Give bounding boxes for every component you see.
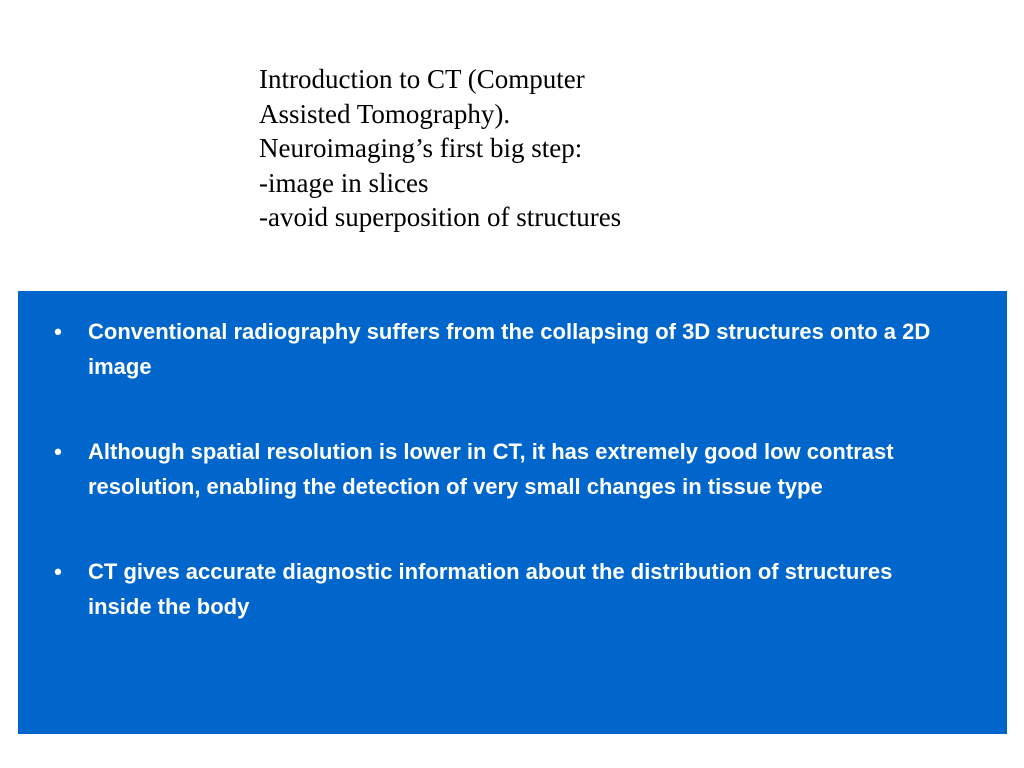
bullet-item-resolution	[18, 435, 948, 504]
blue-content-panel	[18, 291, 1007, 734]
bullet-mark: •	[54, 559, 62, 584]
intro-line-first-step: Neuroimaging’s first big step:	[259, 133, 583, 163]
bullet-item-radiography	[18, 315, 948, 384]
bullet-text: CT gives accurate diagnostic information about the distribution of structures inside the body	[88, 559, 893, 619]
intro-line-avoid-superposition: -avoid superposition of structures	[259, 202, 622, 232]
bullet-item-diagnostic	[18, 555, 948, 624]
bullet-text: Although spatial resolution is lower in CT, it has extremely good low contrast resolution, enabling the detection of very small changes in tissue type	[88, 439, 894, 499]
intro-text-block	[259, 62, 819, 235]
bullet-mark: •	[54, 319, 62, 344]
intro-line-title: Introduction to CT (Computer	[259, 64, 585, 94]
intro-line-image-slices: -image in slices	[259, 167, 429, 198]
bullet-text: Conventional radiography suffers from the collapsing of 3D structures onto a 2D image	[88, 319, 931, 379]
bullet-list	[18, 315, 1007, 675]
bullet-mark: •	[54, 439, 62, 464]
intro-line-title-cont: Assisted Tomography).	[259, 98, 511, 129]
